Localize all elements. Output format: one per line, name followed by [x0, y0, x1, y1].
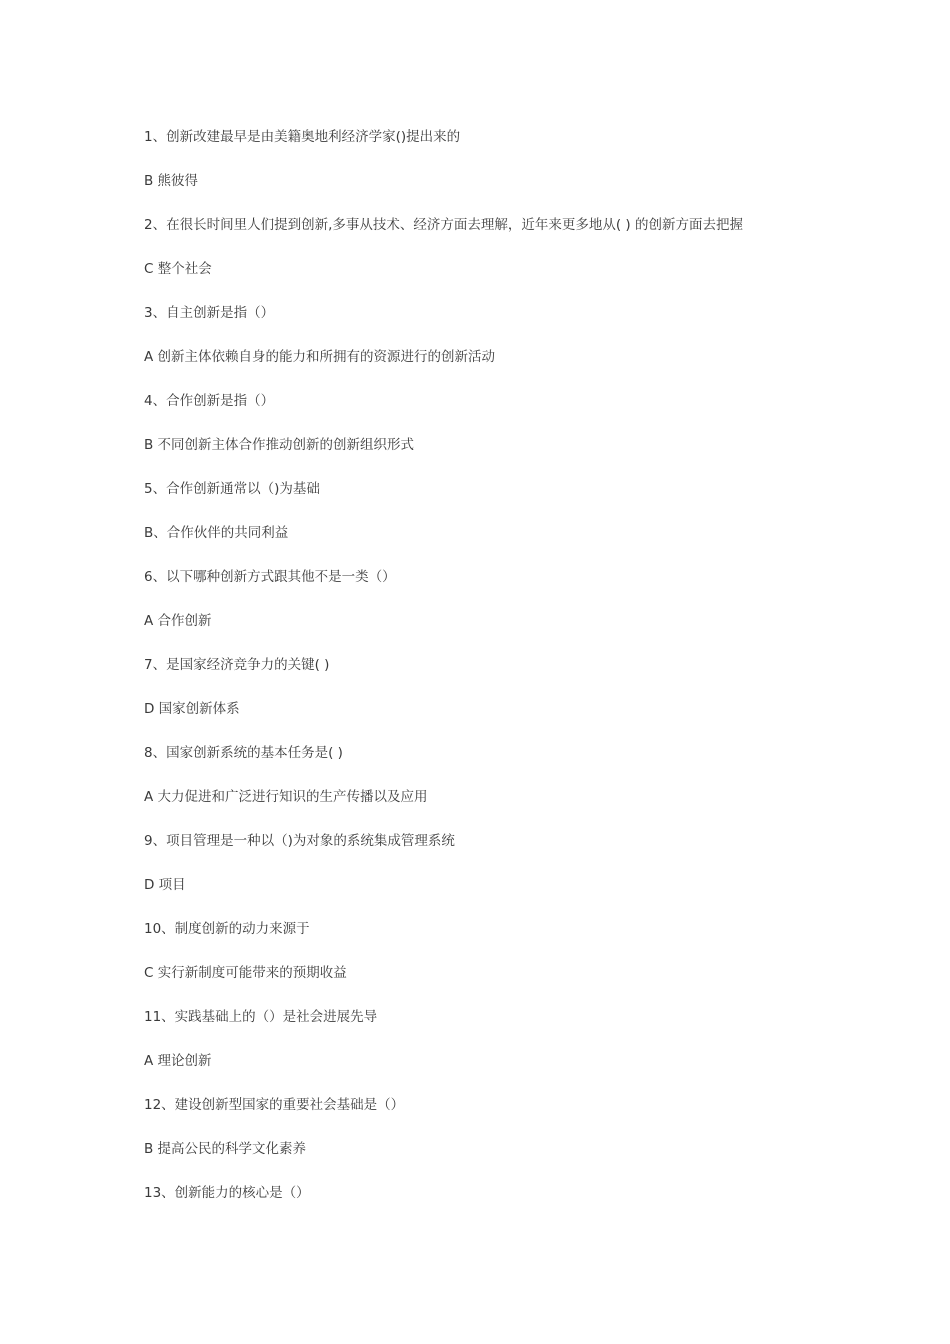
document-body	[144, 126, 904, 1226]
question-2: 2、在很长时间里人们提到创新,多事从技术、经济方面去理解，近年来更多地从( ) 的创新方面去把握	[144, 217, 743, 233]
question-11: 11、实践基础上的（）是社会进展先导	[144, 1009, 378, 1025]
answer-4: B 不同创新主体合作推动创新的创新组织形式	[144, 437, 415, 453]
question-7: 7、是国家经济竞争力的关键( )	[144, 657, 330, 673]
question-10: 10、制度创新的动力来源于	[144, 921, 310, 937]
answer-8: A 大力促进和广泛进行知识的生产传播以及应用	[144, 789, 428, 805]
question-3: 3、自主创新是指（）	[144, 305, 275, 321]
question-6: 6、以下哪种创新方式跟其他不是一类（）	[144, 569, 396, 585]
answer-10: C 实行新制度可能带来的预期收益	[144, 965, 347, 981]
answer-12: B 提高公民的科学文化素养	[144, 1141, 307, 1157]
question-8: 8、国家创新系统的基本任务是( )	[144, 745, 343, 761]
question-9: 9、项目管理是一种以（)为对象的系统集成管理系统	[144, 833, 455, 849]
answer-3: A 创新主体依赖自身的能力和所拥有的资源进行的创新活动	[144, 349, 496, 365]
question-13: 13、创新能力的核心是（）	[144, 1185, 310, 1201]
answer-5: B、合作伙伴的共同利益	[144, 525, 289, 541]
answer-2: C 整个社会	[144, 261, 212, 277]
answer-1: B 熊彼得	[144, 173, 199, 189]
question-4: 4、合作创新是指（）	[144, 393, 275, 409]
answer-7: D 国家创新体系	[144, 701, 240, 717]
answer-11: A 理论创新	[144, 1053, 212, 1069]
question-12: 12、建设创新型国家的重要社会基础是（）	[144, 1097, 405, 1113]
question-1: 1、创新改建最早是由美籍奥地利经济学家()提出来的	[144, 129, 461, 145]
question-5: 5、合作创新通常以（)为基础	[144, 481, 320, 497]
answer-6: A 合作创新	[144, 613, 212, 629]
answer-9: D 项目	[144, 877, 186, 893]
